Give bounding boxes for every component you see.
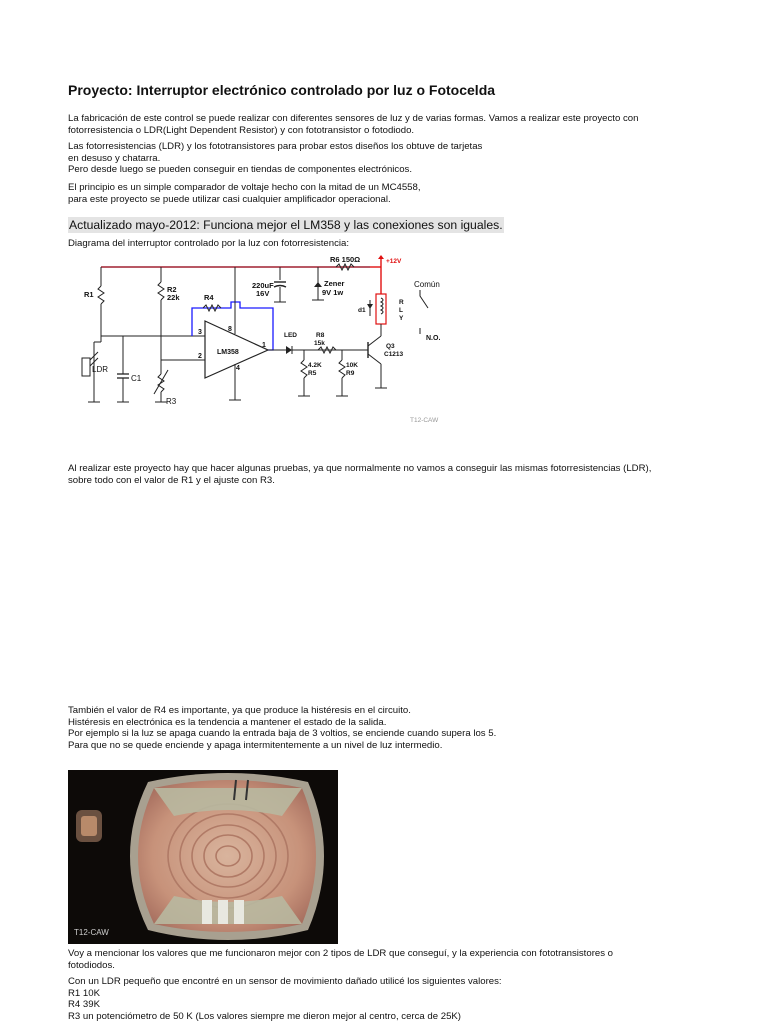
text-line: Histéresis en electrónica es la tendencia a mantener el estado de la salida.	[68, 716, 387, 728]
text-line: El principio es un simple comparador de voltaje hecho con la mitad de un MC4558,	[68, 182, 421, 193]
label-pin4: 4	[236, 365, 240, 372]
text-line: para este proyecto se puede utilizar casi cualquier amplificador operacional.	[68, 193, 391, 205]
label-r6: R6 150Ω	[330, 255, 361, 264]
text-line: Pero desde luego se pueden conseguir en tiendas de componentes electrónicos.	[68, 164, 413, 175]
label-r9-value: 10K	[346, 362, 358, 369]
ldr-photo	[68, 770, 338, 944]
paragraph-tests	[68, 463, 651, 486]
label-c1: C1	[131, 374, 142, 383]
text-line: Las fotorresistencias (LDR) y los fototransistores para probar estos diseños los obtuve de tarjetas	[68, 141, 483, 152]
label-r2-value: 22k	[167, 293, 180, 302]
text-line: R1 10K	[68, 987, 100, 999]
label-pin1: 1	[262, 342, 266, 349]
label-cap: 220uF	[252, 281, 274, 290]
text-line: fotodiodos.	[68, 959, 115, 971]
label-relay-l: L	[399, 307, 403, 314]
update-notice: Actualizado mayo-2012: Funciona mejor el LM358 y las conexiones son iguales.	[69, 218, 503, 232]
label-relay-y: Y	[399, 315, 404, 322]
label-pin8: 8	[228, 326, 232, 333]
label-r5-value: 4.2K	[308, 362, 322, 369]
text-line: sobre todo con el valor de R1 y el ajuste con R3.	[68, 474, 275, 486]
label-r2: R2	[167, 285, 177, 294]
label-q3-value: C1213	[384, 351, 404, 358]
label-d1: d1	[358, 307, 366, 314]
paragraph-principle	[68, 182, 421, 205]
label-r1: R1	[84, 290, 94, 299]
paragraph-hysteresis	[68, 705, 496, 751]
paragraph-values-intro	[68, 948, 613, 971]
page-title: Proyecto: Interruptor electrónico controlado por luz o Fotocelda	[68, 82, 496, 98]
text-line: R3 un potenciómetro de 50 K (Los valores siempre me dieron mejor al centro, cerca de 25K)	[68, 1010, 462, 1022]
label-r9: R9	[346, 370, 355, 377]
text-line: Por ejemplo si la luz se apaga cuando la entrada baja de 3 voltios, se enciende cuando supera los 5.	[68, 728, 497, 739]
label-no: N.O.	[426, 335, 441, 342]
text-line: También el valor de R4 es importante, ya que produce la histéresis en el circuito.	[68, 705, 411, 716]
label-r5: R5	[308, 370, 317, 377]
circuit-schematic	[68, 254, 452, 430]
photo-watermark: T12-CAW	[74, 928, 109, 937]
text-line: Con un LDR pequeño que encontré en un sensor de movimiento dañado utilicé los siguientes valores:	[68, 976, 502, 987]
label-r4: R4	[204, 293, 214, 302]
intro-paragraph	[68, 113, 638, 136]
label-zener-value: 9V 1w	[322, 288, 344, 297]
label-r8-value: 15k	[314, 340, 325, 347]
label-comun: Común	[414, 280, 440, 289]
text-line: fotorresistencia o LDR(Light Dependent Resistor) y con fototransistor o fotodiodo.	[68, 124, 415, 136]
label-12v: +12V	[386, 258, 402, 265]
label-ic: LM358	[217, 349, 239, 356]
label-led: LED	[284, 332, 297, 339]
label-r8: R8	[316, 332, 325, 339]
text-line: La fabricación de este control se puede realizar con diferentes sensores de luz y de varias formas. Vamos a realizar este proyecto con	[68, 113, 639, 124]
text-line: Al realizar este proyecto hay que hacer algunas pruebas, ya que normalmente no vamos a conseguir las mismas fotorresistencias (LDR),	[68, 463, 652, 474]
text-line: en desuso y chatarra.	[68, 152, 161, 164]
text-line: Voy a mencionar los valores que me funcionaron mejor con 2 tipos de LDR que conseguí, y la experiencia con fototransistores o	[68, 948, 614, 959]
label-ldr: LDR	[92, 365, 109, 374]
text-line: R4 39K	[68, 999, 100, 1010]
label-pin3: 3	[198, 329, 202, 336]
paragraph-sources	[68, 141, 482, 176]
diagram-caption: Diagrama del interruptor controlado por la luz con fotorresistencia:	[68, 238, 350, 249]
paragraph-values	[68, 976, 502, 1022]
watermark: T12-CAW	[410, 417, 439, 424]
label-zener: Zener	[324, 279, 345, 288]
text-line: Para que no se quede enciende y apaga intermitentemente a un nivel de luz intermedio.	[68, 739, 443, 751]
label-relay-r: R	[399, 299, 404, 306]
label-r3: R3	[166, 397, 177, 406]
label-cap-value: 16V	[256, 289, 270, 298]
label-q3: Q3	[386, 343, 395, 350]
label-pin2: 2	[198, 353, 202, 360]
